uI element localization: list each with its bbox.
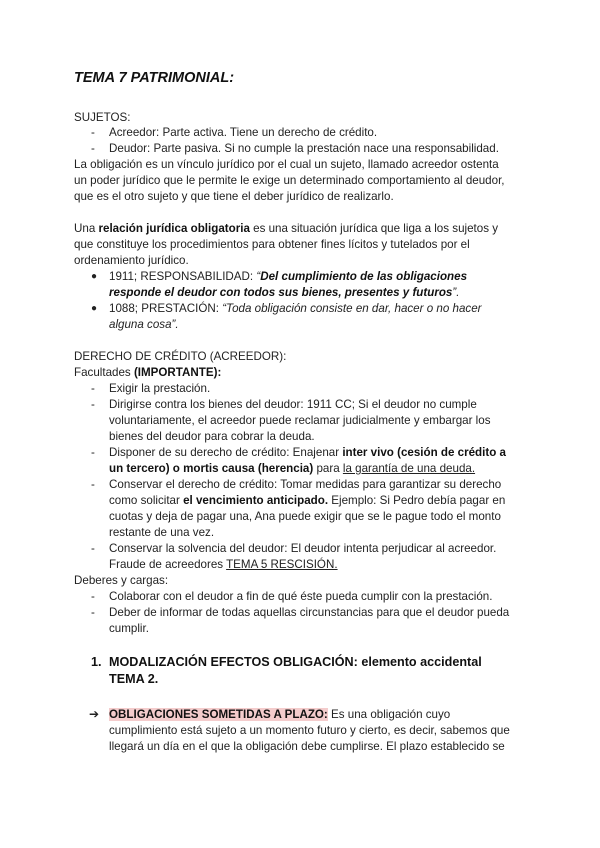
section-number: 1. [91,655,102,669]
facultad-conservar: Conservar el derecho de crédito: Tomar medidas para garantizar su derecho [109,478,502,491]
arrow-icon: ➔ [89,707,100,721]
dash-marker: - [91,126,95,139]
obligacion-paragraph-line: que es el otro sujeto y que tiene el deber jurídico de realizarlo. [74,190,394,203]
dash-marker: - [91,446,95,459]
derecho-heading: DERECHO DE CRÉDITO (ACREEDOR): [74,350,287,363]
facultad-conservar-cont: restante de una vez. [109,526,215,539]
disponer-bold: inter vivo (cesión de crédito a [342,446,506,459]
deber-colaborar: Colaborar con el deudor a fin de qué éste pueda cumplir con la prestación. [109,590,493,603]
bullet-1088-quote2: alguna cosa”. [109,318,179,331]
bullet-marker: ● [91,303,98,314]
relacion-bold: relación jurídica obligatoria [98,222,250,235]
deber-informar-cont: cumplir. [109,622,149,635]
relacion-post: es una situación jurídica que liga a los sujetos y [249,222,499,235]
dash-marker: - [91,382,95,395]
deberes-heading: Deberes y cargas: [74,574,169,587]
obligacion-paragraph-line: La obligación es un vínculo jurídico por el cual un sujeto, llamado acreedor ostenta [74,158,499,171]
bullet-1911-pre: 1911; RESPONSABILIDAD: [109,270,257,283]
bullet-1088-quote: “Toda obligación consiste en dar, hacer o no hacer [222,302,482,315]
disponer-bold2: un tercero) o mortis causa (herencia) [109,462,314,475]
relacion-line [74,221,498,236]
bullet-1088-pre: 1088; PRESTACIÓN: [109,302,223,315]
plazo-line: cumplimiento está sujeto a un momento futuro y cierto, es decir, sabemos que [109,724,510,737]
facultad-dirigirse: Dirigirse contra los bienes del deudor: 1911 CC; Si el deudor no cumple [109,398,477,411]
facultad-dirigirse-cont: bienes del deudor para cobrar la deuda. [109,430,315,443]
facultades-bold: (IMPORTANTE): [133,366,222,379]
conservar-pre: como solicitar [109,494,184,507]
dash-marker: - [91,142,95,155]
facultad-exigir: Exigir la prestación. [109,382,211,395]
bullet-1911 [109,269,467,284]
plazo-post: Es una obligación cuyo [327,708,451,721]
sujetos-item-deudor: Deudor: Parte pasiva. Si no cumple la prestación nace una responsabilidad. [109,142,499,155]
facultad-conservar-cont: cuotas y deja de pagar una, Ana puede exigir que se le pague todo el monto [109,510,501,523]
facultad-disponer-cont [109,461,475,476]
bullet-1911-bold: Del cumplimiento de las obligaciones [260,270,468,283]
obligacion-paragraph-line: un poder jurídico que le permite le exige un determinado comportamiento al deudor, [74,174,505,187]
bullet-1911-bold2: responde el deudor con todos sus bienes, presentes y futuros [109,286,453,299]
plazo-line: llegará un día en el que la obligación debe cumplirse. El plazo establecido se [109,740,505,753]
solvencia-link: TEMA 5 RESCISIÓN. [226,558,338,571]
relacion-line: que constituye los procedimientos para obtener fines lícitos y tutelados por el [74,238,470,251]
disponer-mid: para [313,462,343,475]
facultad-dirigirse-cont: voluntariamente, el acreedor puede reclamar judicialmente y embargar los [109,414,491,427]
relacion-pre: Una [74,222,99,235]
conservar-bold: el vencimiento anticipado. [183,494,329,507]
bullet-1911-quote: “ [256,270,261,283]
bullet-1911-cont [109,285,459,300]
dash-marker: - [91,542,95,555]
bullet-1911-end: ”. [452,286,460,299]
facultad-solvencia: Conservar la solvencia del deudor: El deudor intenta perjudicar al acreedor. [109,542,497,555]
facultades-label [74,365,221,380]
page-title: TEMA 7 PATRIMONIAL: [74,70,235,86]
section-heading-cont: TEMA 2. [109,672,159,686]
bullet-1088 [109,301,482,316]
dash-marker: - [91,590,95,603]
facultad-solvencia-cont [109,557,338,572]
dash-marker: - [91,398,95,411]
plazo-line [109,707,450,722]
plazo-highlight: OBLIGACIONES SOMETIDAS A PLAZO: [109,708,328,721]
bullet-marker: ● [91,271,98,282]
disponer-pre: Disponer de su derecho de crédito: Enajenar [109,446,343,459]
disponer-underlined: la garantía de una deuda. [342,462,476,475]
facultad-conservar-cont [109,493,505,508]
solvencia-pre: Fraude de acreedores [109,558,227,571]
conservar-post: Ejemplo: Si Pedro debía pagar en [328,494,506,507]
relacion-line: ordenamiento jurídico. [74,254,189,267]
bullet-1088-cont [109,317,179,332]
sujetos-item-acreedor: Acreedor: Parte activa. Tiene un derecho de crédito. [109,126,378,139]
deber-informar: Deber de informar de todas aquellas circunstancias para que el deudor pueda [109,606,510,619]
sujetos-heading: SUJETOS: [74,111,131,124]
facultad-disponer [109,445,506,460]
dash-marker: - [91,478,95,491]
facultades-pre: Facultades [74,366,134,379]
dash-marker: - [91,606,95,619]
section-heading: MODALIZACIÓN EFECTOS OBLIGACIÓN: elemento accidental [109,655,482,669]
